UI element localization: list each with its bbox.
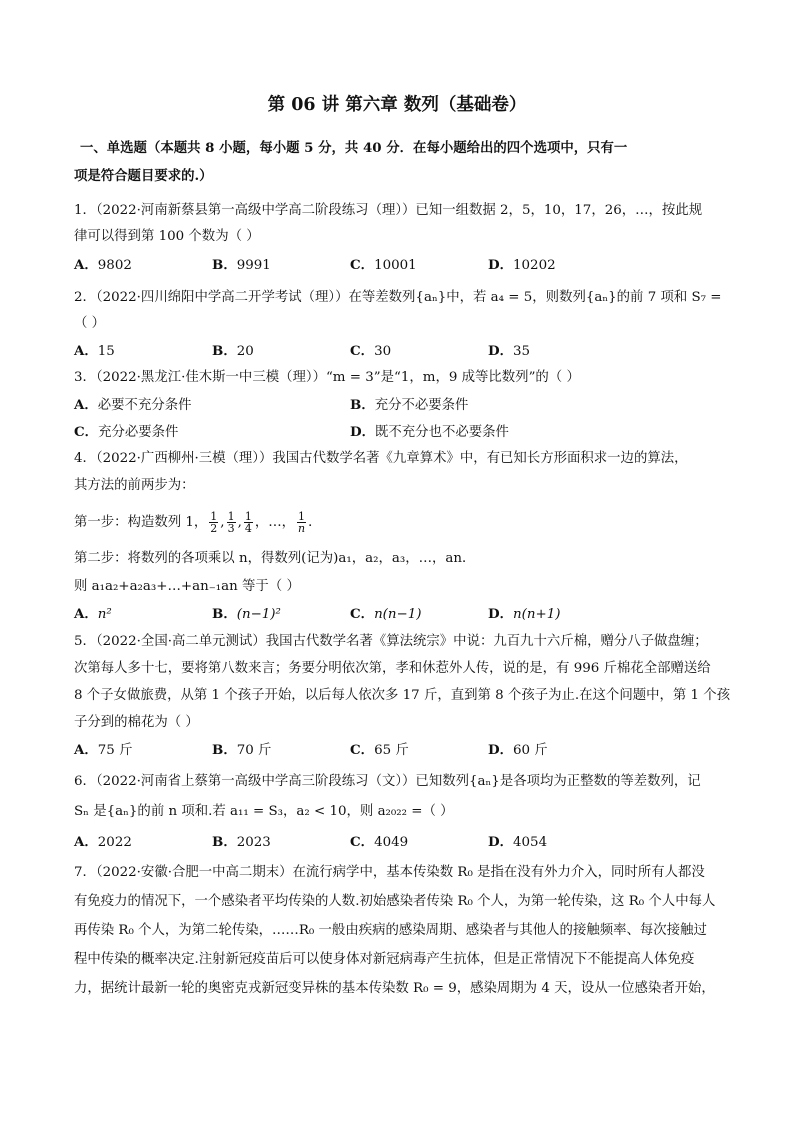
q6-option-c: C．4049 bbox=[350, 834, 409, 850]
q4-frac-2: $\frac{1}{3}$ bbox=[227, 510, 235, 535]
q2-option-a: A．15 bbox=[74, 343, 115, 359]
q4-step1-suffix: ． bbox=[308, 515, 322, 530]
q1-option-c: C．10001 bbox=[350, 257, 417, 273]
q5-line4: 子分到的棉花为（ ） bbox=[74, 715, 199, 730]
q5-line3: 8 个子女做旅费，从第 1 个孩子开始，以后每人依次多 17 斤，直到第 8 个孩子为止.在这个问题中，第 1 个孩 bbox=[74, 688, 731, 703]
q4-frac-3: $\frac{1}{4}$ bbox=[244, 510, 252, 535]
q5-line1: 5．（2022·全国·高二单元测试）我国古代数学名著《算法统宗》中说：九百九十六斤棉，赠分八子做盘缠； bbox=[74, 634, 708, 649]
section-heading-line2: 项是符合题目要求的.） bbox=[74, 168, 213, 184]
q7-line1: 7．（2022·安徽·合肥一中高二期末）在流行病学中，基本传染数 R₀ 是指在没有外力介入，同时所有人都没 bbox=[74, 865, 705, 880]
q5-option-c: C．65 斤 bbox=[350, 742, 409, 758]
q5-option-a: A．75 斤 bbox=[74, 742, 133, 758]
q4-option-d: D．n(n+1) bbox=[488, 606, 561, 622]
page-title: 第 06 讲 第六章 数列（基础卷） bbox=[267, 95, 527, 115]
q5-option-b: B．70 斤 bbox=[212, 742, 272, 758]
q3-option-a: A．必要不充分条件 bbox=[74, 397, 192, 413]
q7-line4: 程中传染的概率决定.注射新冠疫苗后可以使身体对新冠病毒产生抗体，但是正常情况下不能提高人体免疫 bbox=[74, 952, 695, 967]
q1-line1: 1．（2022·河南新蔡县第一高级中学高二阶段练习（理））已知一组数据 2，5，10，17，26，…，按此规 bbox=[74, 203, 703, 218]
q1-option-d: D．10202 bbox=[488, 257, 556, 273]
q5-option-d: D．60 斤 bbox=[488, 742, 548, 758]
q7-line5: 力，据统计最新一轮的奥密克戎新冠变异株的基本传染数 R₀ = 9，感染周期为 4 天，设从一位感染者开始， bbox=[74, 981, 715, 996]
q1-option-a: A．9802 bbox=[74, 257, 132, 273]
q4-line1: 4．（2022·广西柳州·三模（理））我国古代数学名著《九章算术》中，有已知长方形面积求一边的算法， bbox=[74, 451, 688, 466]
q4-line2: 其方法的前两步为： bbox=[74, 478, 195, 493]
section-heading-line1: 一、单选题（本题共 8 小题，每小题 5 分，共 40 分．在每小题给出的四个选项中，只有一 bbox=[80, 140, 628, 156]
q2-option-d: D．35 bbox=[488, 343, 531, 359]
q6-line2: Sₙ 是{aₙ}的前 n 项和.若 a₁₁ = S₃，a₂ < 10，则 a₂₀₂₂ =（ ） bbox=[74, 804, 454, 819]
q4-step1: 第一步：构造数列 1， $\frac{1}{2}$ , $\frac{1}{3}$ , $\frac{1}{4}$ ，…， $\frac{1}{n}$ ． bbox=[74, 510, 322, 535]
q3-option-b: B．充分不必要条件 bbox=[350, 397, 469, 413]
q2-line2: （ ） bbox=[74, 316, 106, 331]
q7-line3: 再传染 R₀ 个人，为第二轮传染，……R₀ 一般由疾病的感染周期、感染者与其他人的接触频率、每次接触过 bbox=[74, 923, 707, 938]
q6-option-a: A．2022 bbox=[74, 834, 132, 850]
q4-option-a: A．n² bbox=[74, 606, 112, 622]
q1-line2: 律可以得到第 100 个数为（ ） bbox=[74, 229, 260, 244]
q6-option-d: D．4054 bbox=[488, 834, 548, 850]
q7-line2: 有免疫力的情况下，一个感染者平均传染的人数.初始感染者传染 R₀ 个人，为第一轮传染，这 R₀ 个人中每人 bbox=[74, 894, 716, 909]
q4-frac-1: $\frac{1}{2}$ bbox=[210, 510, 218, 535]
q4-frac-4: $\frac{1}{n}$ bbox=[298, 510, 306, 535]
q2-option-c: C．30 bbox=[350, 343, 392, 359]
q2-option-b: B．20 bbox=[212, 343, 254, 359]
q6-line1: 6．（2022·河南省上蔡第一高级中学高三阶段练习（文））已知数列{aₙ}是各项均为正整数的等差数列，记 bbox=[74, 774, 701, 789]
q3-option-c: C．充分必要条件 bbox=[74, 424, 179, 440]
q4-step1-ellipsis: ，…， bbox=[254, 515, 295, 530]
q4-step2: 第二步：将数列的各项乘以 n，得数列(记为)a₁，a₂，a₃，…，an． bbox=[74, 551, 476, 566]
q6-option-b: B．2023 bbox=[212, 834, 271, 850]
q3-option-d: D．既不充分也不必要条件 bbox=[350, 424, 509, 440]
q1-option-b: B．9991 bbox=[212, 257, 271, 273]
q4-ask: 则 a₁a₂+a₂a₃+…+an₋₁an 等于（ ） bbox=[74, 579, 300, 594]
q4-step1-prefix: 第一步：构造数列 1， bbox=[74, 515, 208, 530]
q4-option-b: B．(n−1)² bbox=[212, 606, 281, 622]
q4-option-c: C．n(n−1) bbox=[350, 606, 422, 622]
q5-line2: 次第每人多十七，要将第八数来言；务要分明依次第，孝和休惹外人传，说的是，有 996 斤棉花全部赠送给 bbox=[74, 661, 711, 676]
q2-line1: 2．（2022·四川绵阳中学高二开学考试（理））在等差数列{aₙ}中，若 a₄ = 5，则数列{aₙ}的前 7 项和 S₇ = bbox=[74, 290, 722, 305]
q3-line1: 3．（2022·黑龙江·佳木斯一中三模（理））“m = 3”是“1，m，9 成等比数列”的（ ） bbox=[74, 370, 580, 385]
